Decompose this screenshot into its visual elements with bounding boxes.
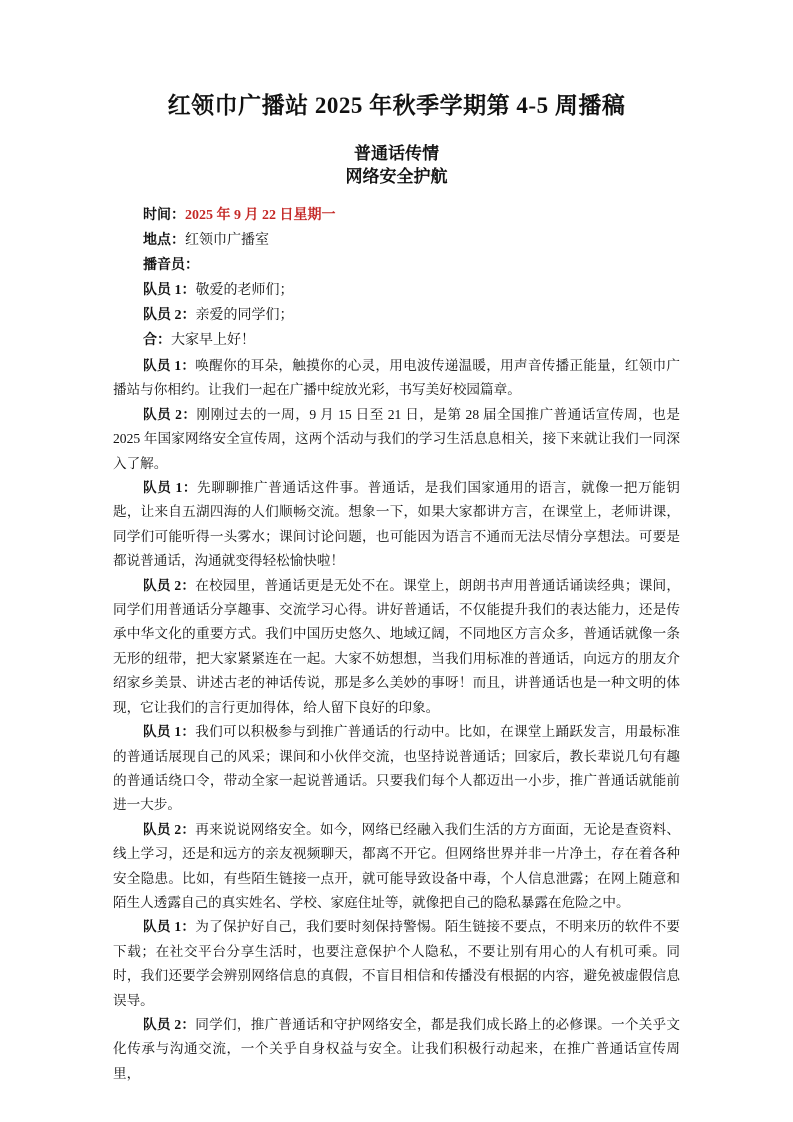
meta-row-member2-greeting bbox=[113, 303, 680, 328]
paragraph bbox=[113, 354, 680, 403]
paragraph bbox=[113, 1013, 680, 1086]
meta-value-location: 红领巾广播室 bbox=[185, 233, 269, 248]
speaker-label: 队员 1： bbox=[143, 919, 196, 935]
meta-value-member2: 亲爱的同学们； bbox=[195, 308, 294, 323]
meta-row-member1-greeting bbox=[113, 278, 680, 303]
paragraph bbox=[113, 574, 680, 720]
meta-value-time: 2025 年 9 月 22 日星期一 bbox=[185, 208, 336, 223]
paragraph-text: 先聊聊推广普通话这件事。普通话，是我们国家通用的语言，就像一把万能钥匙，让来自五湖四海的人们顺畅交流。想象一下，如果大家都讲方言，在课堂上，老师讲课，同学们可能听得一头雾水；课间讨论问题，也可能因为语言不通而无法尽情分享想法。可要是都说普通话，沟通就变得轻松愉快啦！ bbox=[113, 480, 681, 569]
meta-row-announcers bbox=[113, 253, 680, 278]
speaker-label: 队员 1： bbox=[143, 358, 196, 373]
meta-label-together: 合： bbox=[143, 333, 171, 348]
meta-row-time bbox=[113, 203, 680, 228]
paragraph bbox=[113, 915, 680, 1013]
meta-label-member1: 队员 1： bbox=[143, 283, 196, 298]
meta-label-location: 地点： bbox=[143, 233, 185, 248]
meta-row-together-greeting bbox=[113, 328, 680, 353]
speaker-label: 队员 1： bbox=[143, 724, 196, 740]
speaker-label: 队员 2： bbox=[143, 821, 196, 837]
meta-label-member2: 队员 2： bbox=[143, 308, 196, 323]
paragraph bbox=[113, 818, 680, 916]
meta-label-announcers: 播音员： bbox=[143, 258, 199, 273]
meta-label-time: 时间： bbox=[143, 208, 185, 223]
speaker-label: 队员 1： bbox=[143, 480, 198, 496]
subtitle-line-2: 网络安全护航 bbox=[345, 167, 448, 186]
paragraph-text: 唤醒你的耳朵，触摸你的心灵，用电波传递温暖，用声音传播正能量，红领巾广播站与你相约。让我们一起在广播中绽放光彩，书写美好校园篇章。 bbox=[113, 358, 680, 398]
paragraph-text: 再来说说网络安全。如今，网络已经融入我们生活的方方面面，无论是查资料、线上学习，还是和远方的亲友视频聊天，都离不开它。但网络世界并非一片净土，存在着各种安全隐患。比如，有些陌生链接一点开，就可能导致设备中毒，个人信息泄露；在网上随意和陌生人透露自己的真实姓名、学校、家庭住址等，就像把自己的隐私暴露在危险之中。 bbox=[113, 821, 680, 910]
script-body bbox=[113, 354, 680, 1086]
paragraph bbox=[113, 403, 680, 476]
paragraph-text: 我们可以积极参与到推广普通话的行动中。比如，在课堂上踊跃发言，用最标准的普通话展现自己的风采；课间和小伙伴交流，也坚持说普通话；回家后，教长辈说几句有趣的普通话绕口令，带动全家一起说普通话。只要我们每个人都迈出一小步，推广普通话就能前进一大步。 bbox=[113, 724, 680, 813]
paragraph bbox=[113, 476, 680, 574]
meta-value-together: 大家早上好！ bbox=[171, 333, 255, 348]
meta-value-member1: 敬爱的老师们； bbox=[195, 283, 294, 298]
speaker-label: 队员 2： bbox=[143, 406, 197, 422]
meta-row-location bbox=[113, 228, 680, 253]
paragraph-text: 在校园里，普通话更是无处不在。课堂上，朗朗书声用普通话诵读经典；课间，同学们用普通话分享趣事、交流学习心得。讲好普通话，不仅能提升我们的表达能力，还是传承中华文化的重要方式。我们中国历史悠久、地域辽阔，不同地区方言众多，普通话就像一条无形的纽带，把大家紧紧连在一起。大家不妨想想，当我们用标准的普通话，向远方的朋友介绍家乡美景、讲述古老的神话传说，那是多么美妙的事呀！而且，讲普通话也是一种文明的体现，它让我们的言行更加得体，给人留下良好的印象。 bbox=[113, 577, 680, 715]
subtitle-block bbox=[113, 142, 680, 188]
speaker-label: 队员 2： bbox=[143, 577, 196, 593]
paragraph-text: 为了保护好自己，我们要时刻保持警惕。陌生链接不要点，不明来历的软件不要下载；在社交平台分享生活时，也要注意保护个人隐私，不要让别有用心的人有机可乘。同时，我们还要学会辨别网络信息的真假，不盲目相信和传播没有根据的内容，避免被虚假信息误导。 bbox=[113, 919, 680, 1008]
paragraph-text: 同学们，推广普通话和守护网络安全，都是我们成长路上的必修课。一个关乎文化传承与沟通交流，一个关乎自身权益与安全。让我们积极行动起来，在推广普通话宣传周里， bbox=[113, 1016, 680, 1081]
subtitle-line-1: 普通话传情 bbox=[354, 144, 439, 163]
page-title: 红领巾广播站 2025 年秋季学期第 4-5 周播稿 bbox=[167, 93, 626, 118]
paragraph bbox=[113, 720, 680, 818]
paragraph-text: 刚刚过去的一周，9 月 15 日至 21 日，是第 28 届全国推广普通话宣传周，也是 2025 年国家网络安全宣传周，这两个活动与我们的学习生活息息相关，接下来就让我们一同深入了解。 bbox=[113, 406, 680, 471]
speaker-label: 队员 2： bbox=[143, 1016, 196, 1032]
meta-block bbox=[113, 203, 680, 353]
